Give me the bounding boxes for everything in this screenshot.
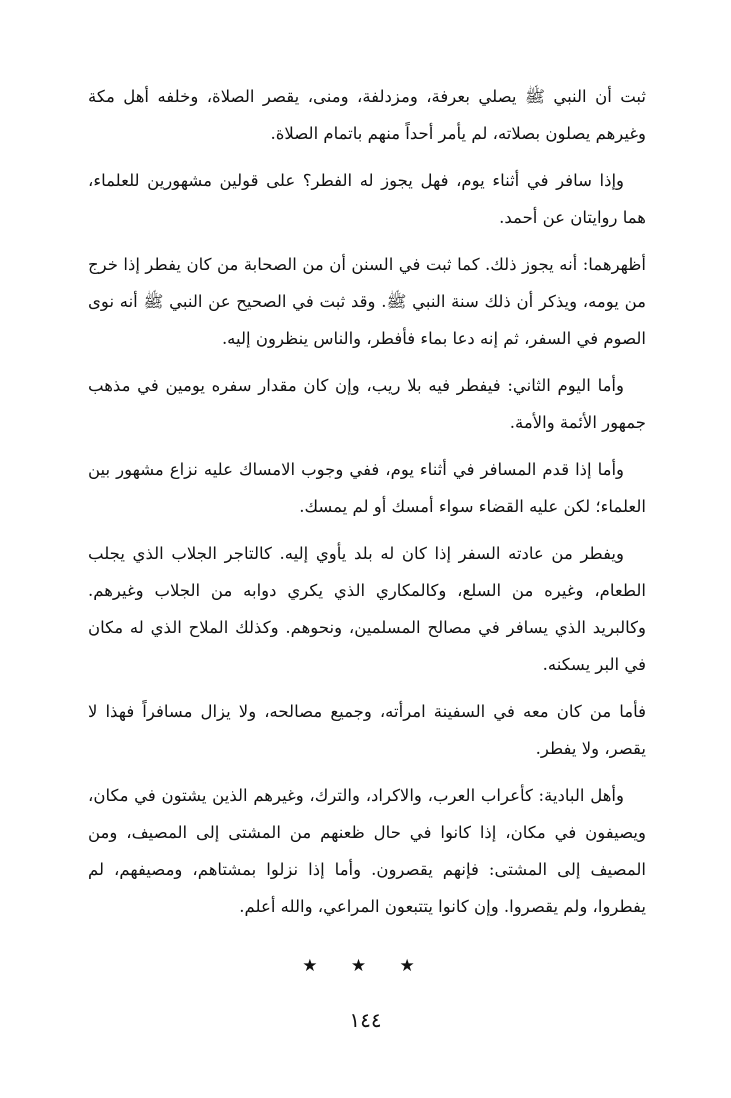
paragraph-2: وإذا سافر في أثناء يوم، فهل يجوز له الفطر؟ على قولين مشهورين للعلماء، هما روايتان عن أحمد. — [88, 171, 646, 227]
section-separator: ★ ★ ★ — [302, 956, 429, 976]
paragraph-5: وأما إذا قدم المسافر في أثناء يوم، ففي وجوب الامساك عليه نزاع مشهور بين العلماء؛ لكن عليه القضاء سواء أمسك أو لم يمسك. — [88, 460, 646, 516]
page-number: ١٤٤ — [349, 1008, 382, 1032]
paragraph-8: وأهل البادية: كأعراب العرب، والاكراد، والترك، وغيرهم الذين يشتون في مكان، ويصيفون في مكان، إذا كانوا في حال ظعنهم من المشتى إلى المصيف، ومن المصيف إلى المشتى: فإنهم يقصرون. وأما إذا نزلوا بمشتاهم، ومصيفهم، لم يفطروا، ولم يقصروا. وإن كانوا يتتبعون المراعي، والله أعلم. — [88, 786, 646, 916]
page-text — [88, 78, 646, 935]
paragraph-1: ثبت أن النبي ﷺ يصلي بعرفة، ومزدلفة، ومنى، يقصر الصلاة، وخلفه أهل مكة وغيرهم يصلون بصلاته، لم يأمر أحداً منهم باتمام الصلاة. — [88, 87, 646, 143]
paragraph-6: ويفطر من عادته السفر إذا كان له بلد يأوي إليه. كالتاجر الجلاب الذي يجلب الطعام، وغيره من السلع، وكالمكاري الذي يكري دوابه من الجلاب وغيرهم. وكالبريد الذي يسافر في مصالح المسلمين، ونحوهم. وكذلك الملاح الذي له مكان في البر يسكنه. — [88, 544, 646, 674]
paragraph-7: فأما من كان معه في السفينة امرأته، وجميع مصالحه، ولا يزال مسافراً فهذا لا يقصر، ولا يفطر. — [88, 702, 646, 758]
paragraph-3: أظهرهما: أنه يجوز ذلك. كما ثبت في السنن أن من الصحابة من كان يفطر إذا خرج من يومه، ويذكر أن ذلك سنة النبي ﷺ. وقد ثبت في الصحيح عن النبي ﷺ أنه نوى الصوم في السفر، ثم إنه دعا بماء فأفطر، والناس ينظرون إليه. — [88, 255, 646, 348]
paragraph-4: وأما اليوم الثاني: فيفطر فيه بلا ريب، وإن كان مقدار سفره يومين في مذهب جمهور الأئمة والأمة. — [88, 376, 646, 432]
